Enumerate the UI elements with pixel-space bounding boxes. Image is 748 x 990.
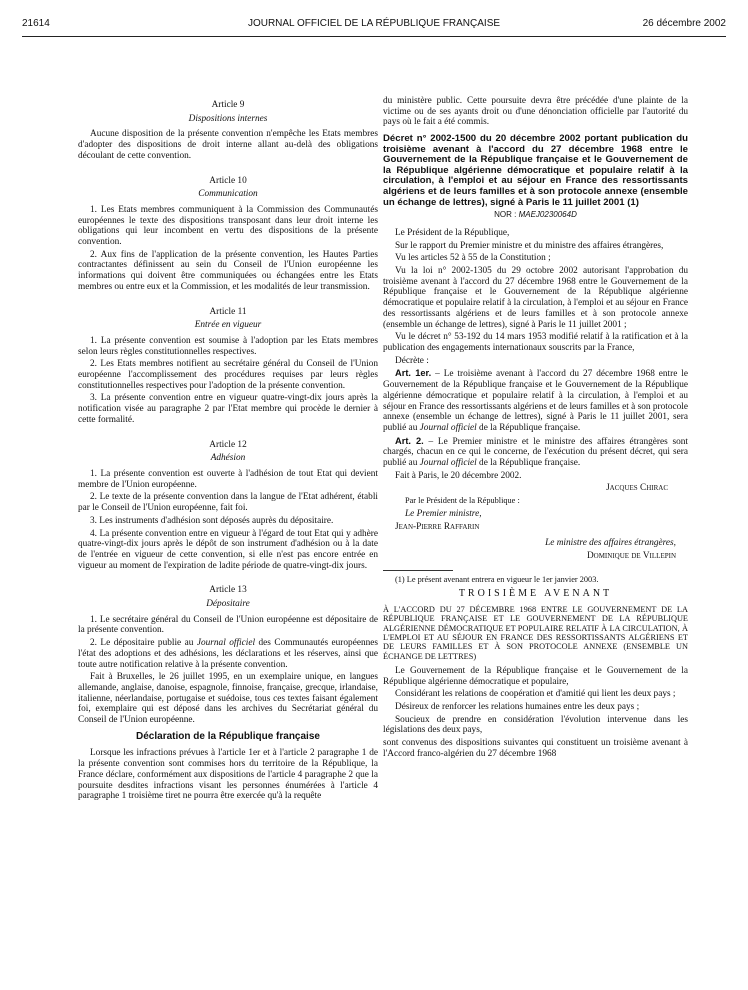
article-13-paragraph-1: 1. Le secrétaire général du Conseil de l'Union européenne est dépositaire de la présente convention. (78, 614, 378, 636)
right-column (383, 96, 688, 761)
rapport-line: Sur le rapport du Premier ministre et du ministre des affaires étrangères, (395, 240, 664, 251)
vu-decret: Vu le décret n° 53-192 du 14 mars 1953 modifié relatif à la ratification et à la publication des engagements internationaux souscrits par la France, (383, 332, 688, 353)
article-13-paragraph-3: Fait à Bruxelles, le 26 juillet 1995, en un exemplaire unique, en langues allemande, anglaise, danoise, espagnole, finnoise, française, grecque, irlandaise, italienne, néerlandaise, portugaise et suédoise, tous ces textes faisant également foi, exemplaire qui est déposé dans les archives du Secrétariat général du Conseil de l'Union européenne. (78, 672, 378, 726)
footnote: (1) Le présent avenant entrera en vigueur le 1er janvier 2003. (395, 574, 599, 584)
article-11-title: Article 11 (209, 306, 247, 317)
signature-ae-title: Le ministre des affaires étrangères, (545, 538, 676, 549)
footnote-rule (383, 570, 453, 571)
article-9-paragraph: Aucune disposition de la présente convention n'empêche les Etats membres d'adopter des dispositions de droit interne allant au-delà des obligations découlant de cette convention. (78, 129, 378, 161)
fait-line: Fait à Paris, le 20 décembre 2002. (395, 470, 522, 481)
article-13-paragraph-2: 2. Le dépositaire publie au Journal officiel des Communautés européennes l'état des adoptions et des adhésions, les déclarations et les réserves, ainsi que toute autre notification relative à la présente convention. (78, 638, 378, 670)
declaration-title: Déclaration de la République française (136, 730, 320, 742)
avenant-paragraph-5: sont convenus des dispositions suivantes qui constituent un troisième avenant à l'Accord franco-algérien du 27 décembre 1968 (383, 738, 688, 759)
avenant-description: À L'ACCORD DU 27 DÉCEMBRE 1968 ENTRE LE GOUVERNEMENT DE LA RÉPUBLIQUE FRANÇAISE ET LE GOUVERNEMENT DE LA RÉPUBLIQUE ALGÉRIENNE DÉMOCRATIQUE ET POPULAIRE RELATIF À LA CIRCULATION, À L'EMPLOI ET AU SÉJOUR EN FRANCE DES RESSORTISSANTS ALGÉRIENS ET DE LEURS FAMILLES ET À SON PROTOCOLE ANNEXE (ENSEMBLE UN ÉCHANGE DE LETTRES) (383, 605, 688, 661)
article-10-subtitle: Communication (198, 189, 258, 200)
issue-date: 26 décembre 2002 (642, 18, 726, 29)
article-11-subtitle: Entrée en vigueur (194, 320, 262, 331)
article-12-title: Article 12 (209, 439, 247, 450)
article-12-paragraph-1: 1. La présente convention est ouverte à l'adhésion de tout Etat qui devient membre de l'Union européenne. (78, 468, 378, 490)
journal-title: JOURNAL OFFICIEL DE LA RÉPUBLIQUE FRANÇAISE (247, 18, 501, 29)
left-column (78, 96, 378, 804)
vu-loi: Vu la loi n° 2002-1305 du 29 octobre 2002 autorisant l'approbation du troisième avenant à l'accord du 27 décembre 1968 entre le Gouvernement de la République française et le Gouvernement de la République algérienne démocratique et populaire relatif à la circulation, à l'emploi et au séjour en France des ressortissants algériens et de leurs familles et à son protocole annexe (ensemble un échange de lettres), signé à Paris le 11 juillet 2001 ; (383, 266, 688, 330)
president-line: Le Président de la République, (395, 227, 510, 238)
signature-pm-name: Jean-Pierre Raffarin (395, 521, 480, 532)
avenant-paragraph-3: Désireux de renforcer les relations humaines entre les deux pays ; (395, 701, 640, 712)
signature-pm-title: Le Premier ministre, (405, 508, 482, 519)
article-10-paragraph-2: 2. Aux fins de l'application de la présente convention, les Hautes Parties contractantes définissent au sein du Conseil de l'Union européenne les informations qui doivent être communiquées ou échangées entre les Etats membres ou entre eux et la Commission, et les modalités de leur transmission. (78, 249, 378, 292)
article-12-paragraph-3: 3. Les instruments d'adhésion sont déposés auprès du dépositaire. (90, 515, 334, 526)
article-13-subtitle: Dépositaire (206, 599, 250, 610)
vu-constitution: Vu les articles 52 à 55 de la Constitution ; (395, 253, 551, 264)
article-9-subtitle: Dispositions internes (188, 113, 268, 124)
avenant-title: TROISIÈME AVENANT (458, 588, 613, 600)
article-11-paragraph-1: 1. La présente convention est soumise à l'adoption par les Etats membres selon leurs règles constitutionnelles respectives. (78, 335, 378, 357)
signature-par: Par le Président de la République : (405, 496, 520, 506)
header-rule (22, 36, 726, 37)
declaration-paragraph: Lorsque les infractions prévues à l'article 1er et à l'article 2 paragraphe 1 de la présente convention sont commises hors du territoire de la République, la France déclare, conformément aux dispositions de l'article 4 paragraphe 2 que la poursuite desdites infractions visant les personnes énumérées à l'article 4 paragraphe 1 troisième tiret ne pourra être exercée qu'à la requête (78, 748, 378, 802)
article-10-title: Article 10 (209, 175, 247, 186)
declaration-continuation: du ministère public. Cette poursuite devra être précédée d'une plainte de la victime ou de ses ayants droit ou d'une dénonciation officielle par l'autorité du pays où le fait a été commis. (383, 96, 688, 128)
signature-chirac: Jacques Chirac (606, 483, 668, 494)
decrete-line: Décrète : (395, 355, 429, 366)
decree-title: Décret n° 2002-1500 du 20 décembre 2002 portant publication du troisième avenant à l'accord du 27 décembre 1968 entre le Gouvernement de la République française et le Gouvernement de la République algérienne démocratique et populaire relatif à la circulation, à l'emploi et au séjour en France des ressortissants algériens et de leurs familles et à son protocole annexe (ensemble un échange de lettres), signé à Paris le 11 juillet 2001 (1) (383, 133, 688, 208)
article-10-paragraph-1: 1. Les Etats membres communiquent à la Commission des Communautés européennes le texte des dispositions transposant dans leur droit interne les obligations qui leur incombent en vertu des dispositions de la présente convention. (78, 204, 378, 248)
article-13-title: Article 13 (209, 585, 247, 596)
page-header (22, 18, 726, 34)
article-1: Art. 1er. – Le troisième avenant à l'accord du 27 décembre 1968 entre le Gouvernement de la République française et le Gouvernement de la République algérienne démocratique et populaire relatif à la circulation, à l'emploi et au séjour en France des ressortissants algériens et de leurs familles et à son protocole annexe (ensemble un échange de lettres), signé à Paris le 11 juillet 2001, sera publié au Journal officiel de la République française. (383, 368, 688, 433)
article-9-title: Article 9 (211, 100, 245, 110)
avenant-paragraph-2: Considérant les relations de coopération et d'amitié qui lient les deux pays ; (395, 689, 676, 700)
article-11-paragraph-3: 3. La présente convention entre en vigueur quatre-vingt-dix jours après la notification visée au paragraphe 2 par l'Etat membre qui procède le dernier à cette formalité. (78, 393, 378, 425)
article-2: Art. 2. – Le Premier ministre et le ministre des affaires étrangères sont chargés, chacun en ce qui le concerne, de l'exécution du présent décret, qui sera publié au Journal officiel de la République française. (383, 435, 689, 469)
article-12-subtitle: Adhésion (210, 453, 246, 464)
page-number: 21614 (22, 18, 50, 29)
article-12-paragraph-4: 4. La présente convention entre en vigueur à l'égard de tout Etat qui y adhère quatre-vingt-dix jours après le dépôt de son instrument d'adhésion ou à la date de l'entrée en vigueur de cette convention, si elle n'est pas encore entrée en vigueur au moment de l'expiration de ladite période de quatre-vingt-dix jours. (78, 528, 378, 571)
article-12-paragraph-2: 2. Le texte de la présente convention dans la langue de l'Etat adhérent, établi par le Conseil de l'Union européenne, fait foi. (78, 492, 378, 514)
avenant-paragraph-1: Le Gouvernement de la République française et le Gouvernement de la République algérienne démocratique et populaire, (383, 665, 688, 687)
article-11-paragraph-2: 2. Les Etats membres notifient au secrétaire général du Conseil de l'Union européenne l'accomplissement des procédures requises par leurs règles constitutionnelles respectives pour l'adoption de la présente convention. (78, 359, 378, 391)
nor-reference: NOR : MAEJ0230064D (494, 210, 577, 220)
signature-ae-name: Dominique de Villepin (586, 550, 676, 561)
avenant-paragraph-4: Soucieux de prendre en considération l'évolution intervenue dans les législations des deux pays, (383, 714, 688, 736)
